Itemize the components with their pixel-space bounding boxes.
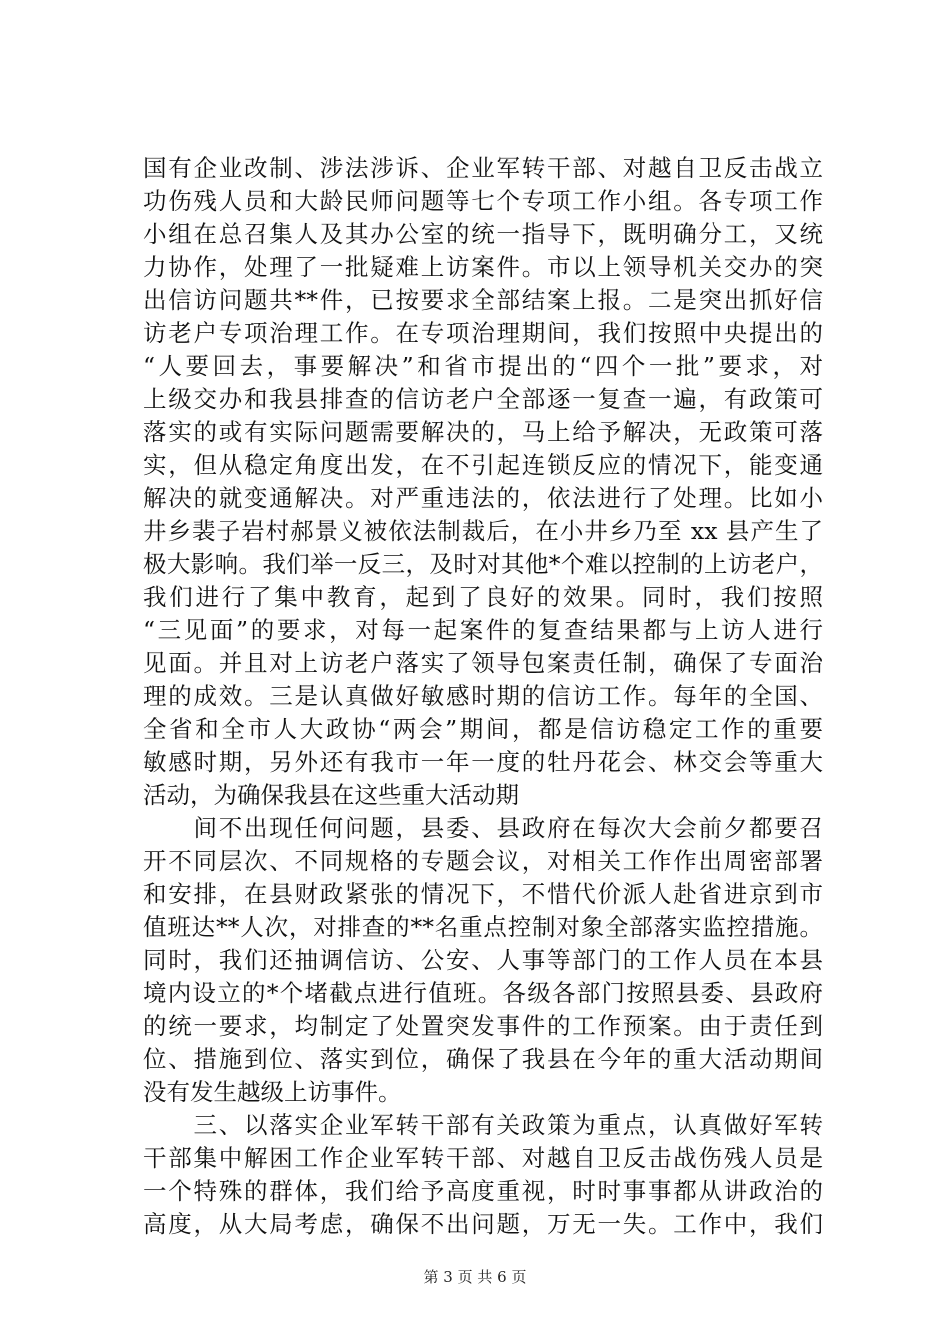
text-line: 上级交办和我县排查的信访老户全部逐一复查一遍，有政策可	[143, 385, 823, 413]
text-line: 落实的或有实际问题需要解决的，马上给予解决，无政策可落	[143, 418, 823, 446]
text-line: 开不同层次、不同规格的专题会议，对相关工作作出周密部署	[143, 847, 823, 875]
text-line: 值班达**人次，对排查的**名重点控制对象全部落实监控措施。	[143, 913, 823, 941]
text-line: 出信访问题共**件，已按要求全部结案上报。二是突出抓好信	[143, 286, 823, 314]
text-line: 力协作，处理了一批疑难上访案件。市以上领导机关交办的突	[143, 253, 823, 281]
text-line: 小组在总召集人及其办公室的统一指导下，既明确分工，又统	[143, 220, 823, 248]
text-line: 位、措施到位、落实到位，确保了我县在今年的重大活动期间	[143, 1045, 823, 1073]
paragraph-first-line: 间不出现任何问题，县委、县政府在每次大会前夕都要召	[143, 814, 823, 842]
text-line: 全省和全市人大政协“两会”期间，都是信访稳定工作的重要	[143, 715, 823, 743]
text-line: 井乡裴子岩村郝景义被依法制裁后，在小井乡乃至 xx 县产生了	[143, 517, 823, 545]
text-line: 极大影响。我们举一反三，及时对其他*个难以控制的上访老户，	[143, 550, 823, 578]
text-line: 的统一要求，均制定了处置突发事件的工作预案。由于责任到	[143, 1012, 823, 1040]
paragraph-last-line: 活动，为确保我县在这些重大活动期	[143, 781, 519, 809]
text-line: 高度，从大局考虑，确保不出问题，万无一失。工作中，我们	[143, 1210, 823, 1238]
document-body	[143, 152, 823, 1241]
text-line: 国有企业改制、涉法涉诉、企业军转干部、对越自卫反击战立	[143, 154, 823, 182]
text-line: “人要回去，事要解决”和省市提出的“四个一批”要求，对	[143, 352, 823, 380]
text-line: 功伤残人员和大龄民师问题等七个专项工作小组。各专项工作	[143, 187, 823, 215]
paragraph-first-line: 三、以落实企业军转干部有关政策为重点，认真做好军转	[143, 1111, 823, 1139]
text-line: 干部集中解困工作企业军转干部、对越自卫反击战伤残人员是	[143, 1144, 823, 1172]
text-line: 理的成效。三是认真做好敏感时期的信访工作。每年的全国、	[143, 682, 823, 710]
text-line: 和安排，在县财政紧张的情况下，不惜代价派人赴省进京到市	[143, 880, 823, 908]
text-line: 境内设立的*个堵截点进行值班。各级各部门按照县委、县政府	[143, 979, 823, 1007]
text-line: 敏感时期，另外还有我市一年一度的牡丹花会、林交会等重大	[143, 748, 823, 776]
text-line: 我们进行了集中教育，起到了良好的效果。同时，我们按照	[143, 583, 823, 611]
text-line: 同时，我们还抽调信访、公安、人事等部门的工作人员在本县	[143, 946, 823, 974]
text-line: 实，但从稳定角度出发，在不引起连锁反应的情况下，能变通	[143, 451, 823, 479]
text-line: 见面。并且对上访老户落实了领导包案责任制，确保了专面治	[143, 649, 823, 677]
text-line: 一个特殊的群体，我们给予高度重视，时时事事都从讲政治的	[143, 1177, 823, 1205]
text-line: 解决的就变通解决。对严重违法的，依法进行了处理。比如小	[143, 484, 823, 512]
page-number-footer: 第 3 页 共 6 页	[423, 1268, 527, 1286]
paragraph-last-line: 没有发生越级上访事件。	[143, 1078, 402, 1106]
text-line: 访老户专项治理工作。在专项治理期间，我们按照中央提出的	[143, 319, 823, 347]
text-line: “三见面”的要求，对每一起案件的复查结果都与上访人进行	[143, 616, 823, 644]
